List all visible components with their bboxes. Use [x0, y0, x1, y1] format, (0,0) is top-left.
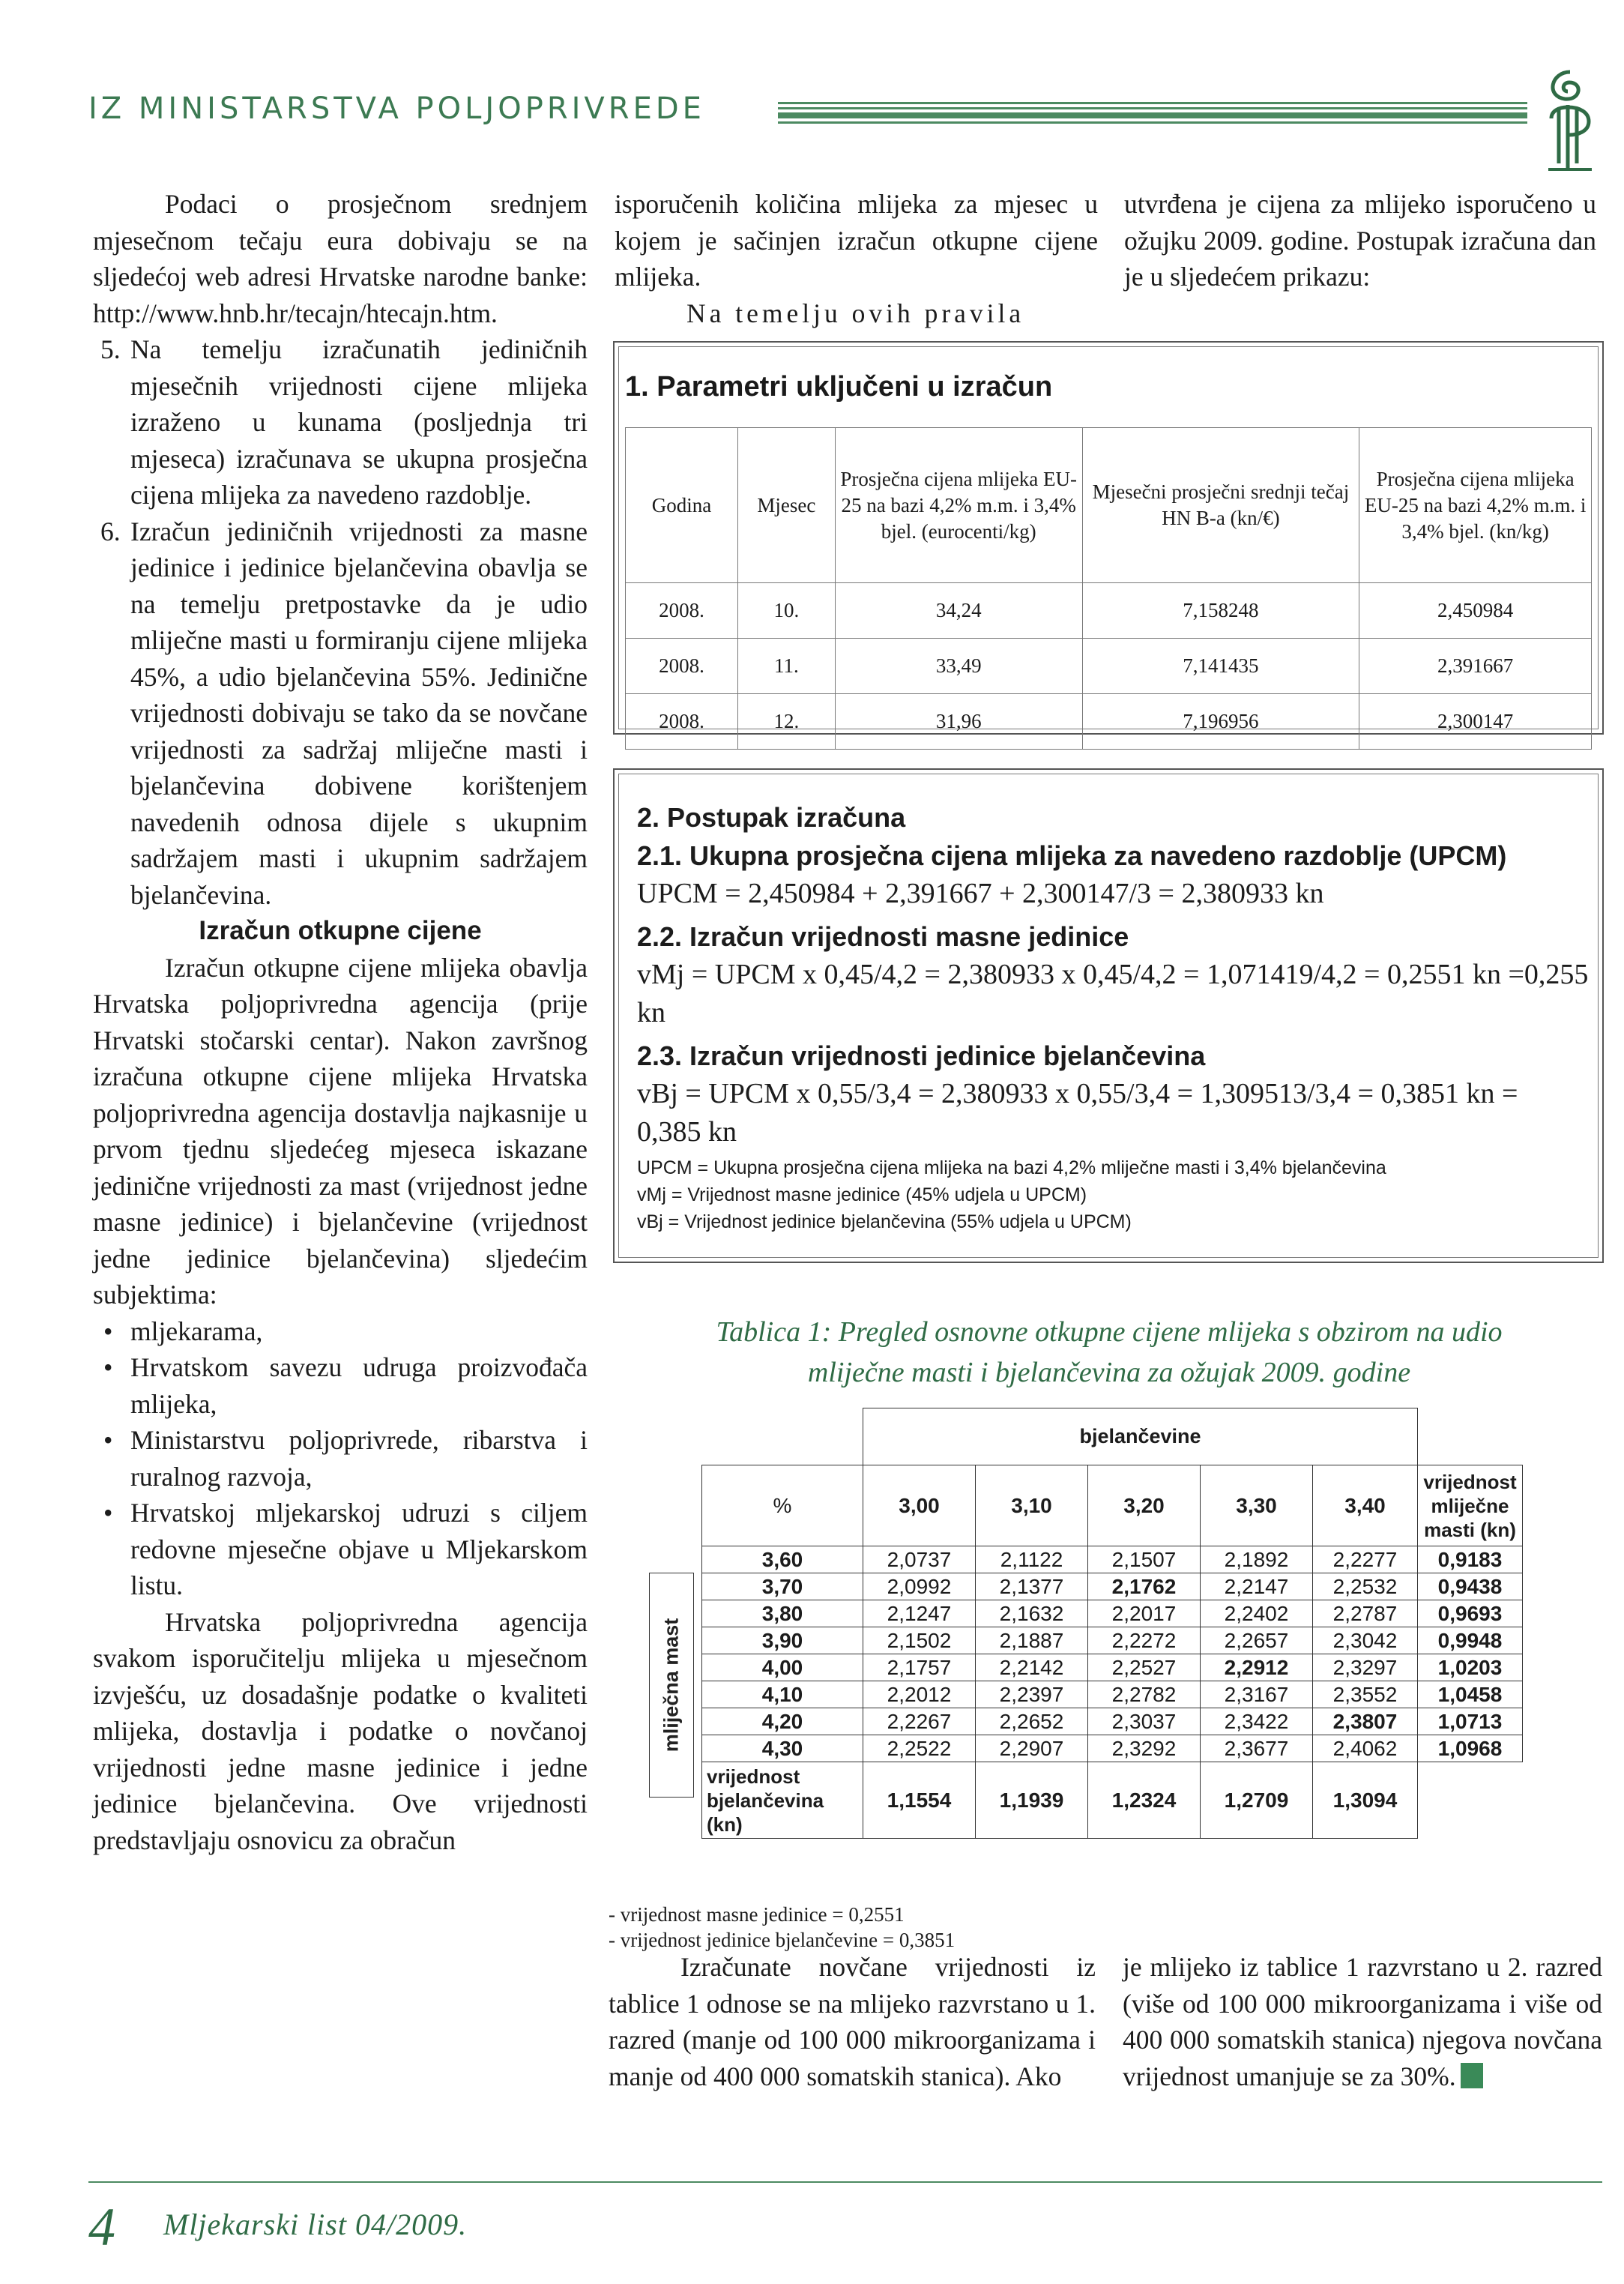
paragraph: utvrđena je cijena za mlijeko isporučeno u ožujku 2009. godine. Postupak izračuna dan je u sljedećem prikazu: [1124, 189, 1596, 292]
price-cell: 2,1377 [976, 1573, 1088, 1600]
table-caption [622, 1312, 1596, 1393]
bullet-text: mljekarama, [130, 1316, 263, 1346]
price-cell: 2,2522 [863, 1735, 976, 1762]
caption-line: mliječne masti i bjelančevina za ožujak 2009. godine [807, 1357, 1411, 1388]
table-row [626, 583, 1592, 639]
price-cell: 2,2272 [1088, 1627, 1201, 1654]
protein-value-cell: 1,3094 [1313, 1762, 1418, 1839]
fat-value-cell: 1,0203 [1418, 1654, 1523, 1681]
calculation-box [613, 768, 1604, 1263]
table-row [702, 1546, 1523, 1573]
blank-cell [1418, 1762, 1523, 1839]
note-line: - vrijednost jedinice bjelančevine = 0,3851 [609, 1929, 956, 1951]
protein-value-row [702, 1762, 1523, 1839]
price-cell: 2,1757 [863, 1654, 976, 1681]
paragraph-text: je mlijeko iz tablice 1 razvrstano u 2. razred (više od 100 000 mikroorganizama i više od 400 000 somatskih stanica) njegova novčana vrijednost umanjuje se za 30%. [1123, 1952, 1602, 2091]
fat-value-cell: 0,9948 [1418, 1627, 1523, 1654]
legend-line: vBj = Vrijednost jedinice bjelančevina (55% udjela u UPCM) [637, 1211, 1132, 1232]
column-2-bottom [609, 1949, 1096, 2094]
parameters-title: 1. Parametri uključeni u izračun [625, 371, 1053, 403]
price-cell: 2,2012 [863, 1681, 976, 1708]
protein-value-cell: 1,2324 [1088, 1762, 1201, 1839]
price-cell: 2,0992 [863, 1573, 976, 1600]
price-cell: 2,0737 [863, 1546, 976, 1573]
list-text: Na temelju izračunatih jediničnih mjesečnih vrijednosti cijene mlijeka izraženo u kunama (posljednja tri mjeseca) izračunava se ukupna prosječna cijena mlijeka za navedeno razdoblje. [130, 334, 588, 510]
protein-level: 3,00 [863, 1465, 976, 1546]
price-cell: 2,2017 [1088, 1600, 1201, 1627]
price-cell: 2,2402 [1201, 1600, 1313, 1627]
page-header [88, 84, 1527, 144]
price-cell: 2,2277 [1313, 1546, 1418, 1573]
price-cell: 2,3297 [1313, 1654, 1418, 1681]
section-2-1-formula: UPCM = 2,450984 + 2,391667 + 2,300147/3 = 2,380933 kn [637, 878, 1324, 909]
fat-value-cell: 0,9438 [1418, 1573, 1523, 1600]
fat-level: 3,60 [702, 1546, 863, 1573]
bullet-text: Ministarstvu poljoprivrede, ribarstva i ruralnog razvoja, [130, 1425, 588, 1492]
bullet-item [93, 1349, 588, 1422]
end-mark-icon [1461, 2063, 1483, 2088]
price-cell: 2,4062 [1313, 1735, 1418, 1762]
column-1 [93, 186, 588, 1858]
protein-level: 3,40 [1313, 1465, 1418, 1546]
price-cell: 2,2397 [976, 1681, 1088, 1708]
price-grid [701, 1408, 1523, 1839]
price-cell: 2,3292 [1088, 1735, 1201, 1762]
publication-title: Mljekarski list 04/2009. [163, 2208, 468, 2241]
price-cell: 2,2147 [1201, 1573, 1313, 1600]
price-cell: 2,1632 [976, 1600, 1088, 1627]
bullet-icon: • [103, 1425, 113, 1455]
ministry-logo-icon [1536, 66, 1604, 175]
list-item-5 [93, 331, 588, 513]
parameters-table [625, 427, 1592, 750]
bullet-item [93, 1495, 588, 1604]
footer-rule [88, 2181, 1602, 2183]
calc-paragraph-2: Hrvatska poljoprivredna agencija svakom isporučitelju mlijeka u mjesečnom izvješću, uz dosadašnje podatke o kvaliteti mlijeka, dostavlja i podatke o novčanoj vrijednosti jedne masne jedinice i jedne jedinice bjelančevina. Ove vrijednosti predstavljaju osnovicu za obračun [93, 1606, 588, 1855]
page-footer [88, 2196, 1602, 2264]
fat-axis-label: mliječna mast [659, 1618, 683, 1753]
bullet-icon: • [103, 1352, 113, 1382]
header-cell: Prosječna cijena mlijeka EU-25 na bazi 4,2% m.m. i 3,4% bjel. (kn/kg) [1359, 428, 1592, 583]
cell: 2008. [626, 639, 738, 694]
cell: 34,24 [835, 583, 1082, 639]
blank-cell [702, 1408, 863, 1465]
cell: 2,450984 [1359, 583, 1592, 639]
cell: 7,158248 [1082, 583, 1359, 639]
price-cell: 2,3167 [1201, 1681, 1313, 1708]
price-cell: 2,1507 [1088, 1546, 1201, 1573]
cell: 10. [737, 583, 835, 639]
list-text: Izračun jediničnih vrijednosti za masne jedinice i jedinice bjelančevina obavlja se na temelju pretpostavke da je udio mliječne masti u formiranju cijene mlijeka 45%, a udio bjelančevina 55%. Jedinične vrijednosti dobivaju se tako da se novčane vrijednosti za sadržaj mliječne masti i bjelančevina dobivene korištenjem navedenih odnosa dijele s ukupnim sadržajem masti i ukupnim sadržajem bjelančevina. [130, 516, 588, 910]
table-row [702, 1573, 1523, 1600]
column-2-top [615, 186, 1098, 331]
header-cell: Mjesec [737, 428, 835, 583]
table-notes [609, 1902, 955, 1953]
table-row [702, 1681, 1523, 1708]
price-cell: 2,1892 [1201, 1546, 1313, 1573]
price-cell: 2,2652 [976, 1708, 1088, 1735]
cell: 33,49 [835, 639, 1082, 694]
price-cell: 2,1887 [976, 1627, 1088, 1654]
price-cell: 2,2267 [863, 1708, 976, 1735]
milk-price-table [642, 1408, 1571, 1887]
legend-line: vMj = Vrijednost masne jedinice (45% udjela u UPCM) [637, 1184, 1087, 1205]
fat-level: 4,10 [702, 1681, 863, 1708]
price-cell: 2,1762 [1088, 1573, 1201, 1600]
price-cell: 2,2907 [976, 1735, 1088, 1762]
fat-axis-label-box [649, 1573, 694, 1798]
paragraph-start: Na temelju ovih pravila [686, 298, 1025, 328]
cell: 7,196956 [1082, 694, 1359, 750]
price-cell: 2,2532 [1313, 1573, 1418, 1600]
column-3-top [1124, 186, 1596, 295]
price-cell: 2,2782 [1088, 1681, 1201, 1708]
table-row [702, 1654, 1523, 1681]
protein-value-cell: 1,1554 [863, 1762, 976, 1839]
fat-level: 3,70 [702, 1573, 863, 1600]
levels-header-row [702, 1465, 1523, 1546]
bullet-icon: • [103, 1316, 113, 1346]
list-number: 6. [100, 516, 121, 546]
table-row [702, 1708, 1523, 1735]
paragraph: Izračunate novčane vrijednosti iz tablice 1 odnose se na mlijeko razvrstano u 1. razred (manje od 100 000 mikroorganizama i manje od 400 000 somatskih stanica). Ako [609, 1952, 1096, 2091]
protein-level: 3,20 [1088, 1465, 1201, 1546]
fat-value-cell: 1,0713 [1418, 1708, 1523, 1735]
section-2-2-formula: vMj = UPCM x 0,45/4,2 = 2,380933 x 0,45/4,2 = 1,071419/4,2 = 0,2551 kn =0,255 kn [637, 959, 1589, 1028]
column-3-bottom [1123, 1949, 1602, 2094]
header-cell: Prosječna cijena mlijeka EU-25 na bazi 4,2% m.m. i 3,4% bjel. (eurocenti/kg) [835, 428, 1082, 583]
protein-value-label: vrijednost bjelančevina (kn) [702, 1762, 863, 1839]
price-cell: 2,3037 [1088, 1708, 1201, 1735]
list-item-6 [93, 513, 588, 914]
price-cell: 2,2657 [1201, 1627, 1313, 1654]
calculation-title: 2. Postupak izračuna [637, 802, 906, 833]
price-cell: 2,2527 [1088, 1654, 1201, 1681]
note-line: - vrijednost masne jedinice = 0,2551 [609, 1903, 905, 1926]
caption-line: Tablica 1: Pregled osnovne otkupne cijene mlijeka s obzirom na udio [716, 1316, 1503, 1348]
paragraph: isporučenih količina mlijeka za mjesec u kojem je sačinjen izračun otkupne cijene mlijeka. [615, 189, 1098, 292]
protein-value-cell: 1,2709 [1201, 1762, 1313, 1839]
calculation-content [637, 798, 1589, 1235]
bullet-item [93, 1422, 588, 1495]
percent-header: % [702, 1465, 863, 1546]
cell: 2008. [626, 694, 738, 750]
price-cell: 2,3422 [1201, 1708, 1313, 1735]
header-cell: Mjesečni prosječni srednji tečaj HN B-a (kn/€) [1082, 428, 1359, 583]
cell: 7,141435 [1082, 639, 1359, 694]
table-row [702, 1735, 1523, 1762]
section-2-3-formula: vBj = UPCM x 0,55/3,4 = 2,380933 x 0,55/3,4 = 1,309513/3,4 = 0,3851 kn = 0,385 kn [637, 1078, 1518, 1148]
fat-value-cell: 1,0968 [1418, 1735, 1523, 1762]
table-row [626, 639, 1592, 694]
blank-cell [1418, 1408, 1523, 1465]
calc-paragraph-1: Izračun otkupne cijene mlijeka obavlja Hrvatska poljoprivredna agencija (prije Hrvatski stočarski centar). Nakon završnog izračuna otkupne cijene mlijeka Hrvatska poljoprivredna agencija dostavlja najkasnije u prvom tjednu sljedećeg mjeseca iskazane jedinične vrijednosti za mast (vrijednost jedne masne jedinice) i bjelančevine (vrijednost jedne jedinice bjelančevina) sljedećim subjektima: [93, 952, 588, 1310]
protein-level: 3,10 [976, 1465, 1088, 1546]
fat-value-cell: 0,9183 [1418, 1546, 1523, 1573]
list-number: 5. [100, 334, 121, 364]
fat-level: 4,20 [702, 1708, 863, 1735]
price-cell: 2,1122 [976, 1546, 1088, 1573]
section-2-3-title: 2.3. Izračun vrijednosti jedinice bjelančevina [637, 1040, 1206, 1071]
section-2-2-title: 2.2. Izračun vrijednosti masne jedinice [637, 921, 1129, 952]
group-header-row [702, 1408, 1523, 1465]
fat-level: 4,30 [702, 1735, 863, 1762]
price-cell: 2,1502 [863, 1627, 976, 1654]
fat-level: 3,90 [702, 1627, 863, 1654]
parameters-box [613, 341, 1604, 735]
page-number: 4 [88, 2197, 115, 2257]
subheading: Izračun otkupne cijene [199, 916, 482, 945]
fat-value-cell: 1,0458 [1418, 1681, 1523, 1708]
table-header-row [626, 428, 1592, 583]
price-cell: 2,3042 [1313, 1627, 1418, 1654]
fat-level: 4,00 [702, 1654, 863, 1681]
table-row [702, 1600, 1523, 1627]
price-cell: 2,2787 [1313, 1600, 1418, 1627]
section-2-1-title: 2.1. Ukupna prosječna cijena mlijeka za navedeno razdoblje (UPCM) [637, 840, 1507, 871]
protein-value-cell: 1,1939 [976, 1762, 1088, 1839]
protein-level: 3,30 [1201, 1465, 1313, 1546]
section-title: IZ MINISTARSTVA POLJOPRIVREDE [88, 91, 705, 126]
cell: 11. [737, 639, 835, 694]
cell: 12. [737, 694, 835, 750]
cell: 31,96 [835, 694, 1082, 750]
cell: 2,391667 [1359, 639, 1592, 694]
header-cell: Godina [626, 428, 738, 583]
bullet-item [93, 1313, 588, 1350]
bullet-text: Hrvatskoj mljekarskoj udruzi s ciljem redovne mjesečne objave u Mljekarskom listu. [130, 1498, 588, 1600]
legend-line: UPCM = Ukupna prosječna cijena mlijeka na bazi 4,2% mliječne masti i 3,4% bjelančevina [637, 1157, 1386, 1178]
price-cell: 2,2912 [1201, 1654, 1313, 1681]
cell: 2008. [626, 583, 738, 639]
table-row [626, 694, 1592, 750]
fat-value-cell: 0,9693 [1418, 1600, 1523, 1627]
paragraph [1123, 1949, 1602, 2094]
protein-group-header: bjelančevine [863, 1408, 1418, 1465]
price-cell: 2,3552 [1313, 1681, 1418, 1708]
header-rule [778, 102, 1527, 127]
price-cell: 2,3677 [1201, 1735, 1313, 1762]
bullet-icon: • [103, 1498, 113, 1528]
intro-paragraph: Podaci o prosječnom srednjem mjesečnom tečaju eura dobivaju se na sljedećoj web adresi Hrvatske narodne banke: http://www.hnb.hr/tecajn/htecajn.htm. [93, 189, 588, 328]
cell: 2,300147 [1359, 694, 1592, 750]
price-cell: 2,2142 [976, 1654, 1088, 1681]
table-row [702, 1627, 1523, 1654]
fat-value-header: vrijednost mliječne masti (kn) [1418, 1465, 1523, 1546]
price-cell: 2,3807 [1313, 1708, 1418, 1735]
bullet-text: Hrvatskom savezu udruga proizvođača mlijeka, [130, 1352, 588, 1419]
fat-level: 3,80 [702, 1600, 863, 1627]
price-cell: 2,1247 [863, 1600, 976, 1627]
